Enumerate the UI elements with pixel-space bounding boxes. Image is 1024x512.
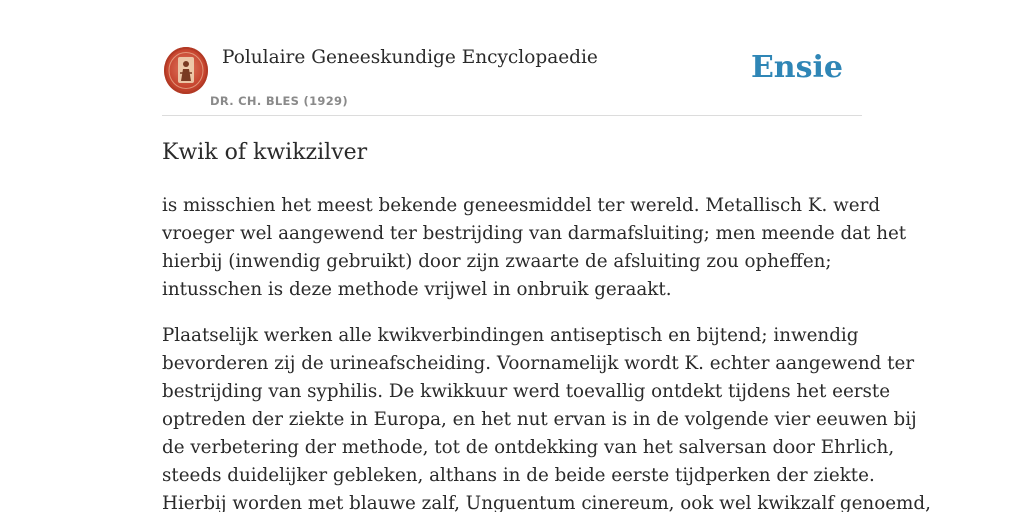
article-title: Kwik of kwikzilver <box>162 140 368 165</box>
text-line: hierbij (inwendig gebruikt) door zijn zwaarte de afsluiting zou opheffen; <box>162 251 832 272</box>
author-label: DR. CH. BLES (1929) <box>210 94 348 108</box>
text-line: is misschien het meest bekende geneesmiddel ter wereld. Metallisch K. werd <box>162 195 881 216</box>
text-line: vroeger wel aangewend ter bestrijding van darmafsluiting; men meende dat het <box>162 223 907 244</box>
text-line: bestrijding van syphilis. De kwikkuur werd toevallig ontdekt tijdens het eerste <box>162 381 891 402</box>
text-line: bevorderen zij de urineafscheiding. Voornamelijk wordt K. echter aangewend ter <box>162 353 915 374</box>
text-line: de verbetering der methode, tot de ontdekking van het salversan door Ehrlich, <box>162 437 895 458</box>
book-title[interactable]: Polulaire Geneeskundige Encyclopaedie <box>222 47 598 68</box>
paragraph <box>162 322 931 512</box>
text-line: intusschen is deze methode vrijwel in onbruik geraakt. <box>162 279 672 300</box>
text-line: Plaatselijk werken alle kwikverbindingen antiseptisch en bijtend; inwendig <box>162 325 859 346</box>
paragraph <box>162 192 907 304</box>
text-line: optreden der ziekte in Europa, en het nut ervan is in de volgende vier eeuwen bij <box>162 409 917 430</box>
text-line: Hierbij worden met blauwe zalf, Unguentum cinereum, ook wel kwikzalf genoemd, <box>162 493 931 512</box>
brand-logo-link[interactable]: Ensie <box>750 50 843 85</box>
article-body <box>162 192 931 512</box>
encyclopedia-seal-icon[interactable] <box>164 47 208 94</box>
book-header <box>162 44 862 116</box>
text-line: steeds duidelijker gebleken, althans in de beide eerste tijdperken der ziekte. <box>162 465 875 486</box>
